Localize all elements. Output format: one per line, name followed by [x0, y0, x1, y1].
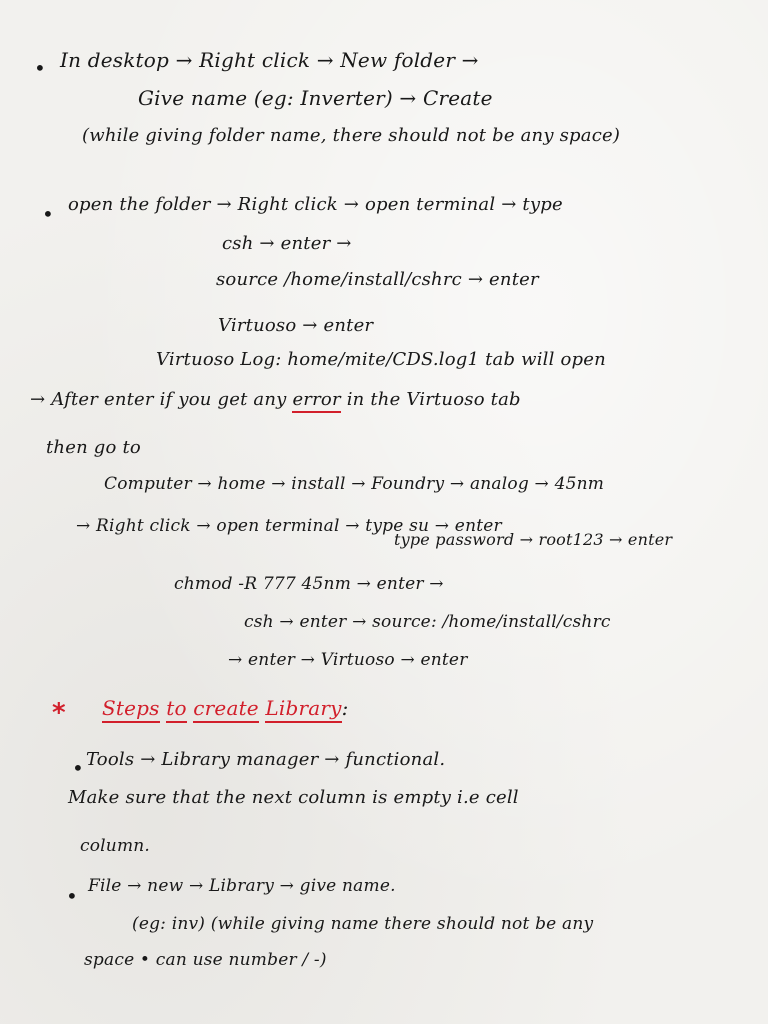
note-line: Make sure that the next column is empty i.e cell: [68, 787, 519, 808]
bullet-dot: •: [34, 56, 46, 80]
note-line: Computer → home → install → Foundry → analog → 45nm: [104, 474, 605, 494]
note-line: open the folder → Right click → open terminal → type: [68, 194, 563, 215]
red-asterisk: *: [52, 698, 66, 728]
note-line: In desktop → Right click → New folder →: [60, 48, 479, 72]
note-line: chmod -R 777 45nm → enter →: [174, 574, 444, 594]
arrow: →: [30, 389, 46, 410]
note-text: After enter if you get any: [51, 389, 287, 410]
bullet-dot: •: [42, 202, 54, 226]
note-line: Virtuoso Log: home/mite/CDS.log1 tab will open: [156, 349, 606, 370]
note-line: then go to: [46, 437, 141, 458]
heading-word: Library: [265, 696, 341, 723]
note-text: in the Virtuoso tab: [346, 389, 521, 410]
note-line: csh → enter → source: /home/install/cshrc: [244, 612, 611, 632]
heading-word: create: [193, 696, 259, 723]
heading-word: Steps: [102, 696, 160, 723]
bullet-dot: •: [66, 884, 78, 908]
note-line: (while giving folder name, there should not be any space): [82, 125, 621, 146]
note-line: (eg: inv) (while giving name there should not be any: [132, 914, 594, 934]
note-line: Give name (eg: Inverter) → Create: [138, 86, 493, 110]
note-line: Tools → Library manager → functional.: [86, 749, 446, 770]
note-line: Virtuoso → enter: [218, 315, 374, 336]
note-line: column.: [80, 836, 151, 856]
heading-colon: :: [341, 696, 349, 720]
note-line: → enter → Virtuoso → enter: [228, 650, 468, 670]
error-word: error: [292, 389, 340, 413]
bullet-dot: •: [72, 756, 84, 780]
note-line: space • can use number / -): [84, 950, 327, 970]
note-line: type password → root123 → enter: [394, 530, 673, 549]
note-line: source /home/install/cshrc → enter: [216, 269, 539, 290]
note-line: csh → enter →: [222, 233, 352, 254]
note-line: → Right click → open terminal → type su → enter: [76, 516, 502, 536]
heading-word: to: [166, 696, 186, 723]
note-line: [30, 388, 521, 412]
section-heading: [102, 696, 349, 720]
note-line: File → new → Library → give name.: [88, 876, 396, 896]
